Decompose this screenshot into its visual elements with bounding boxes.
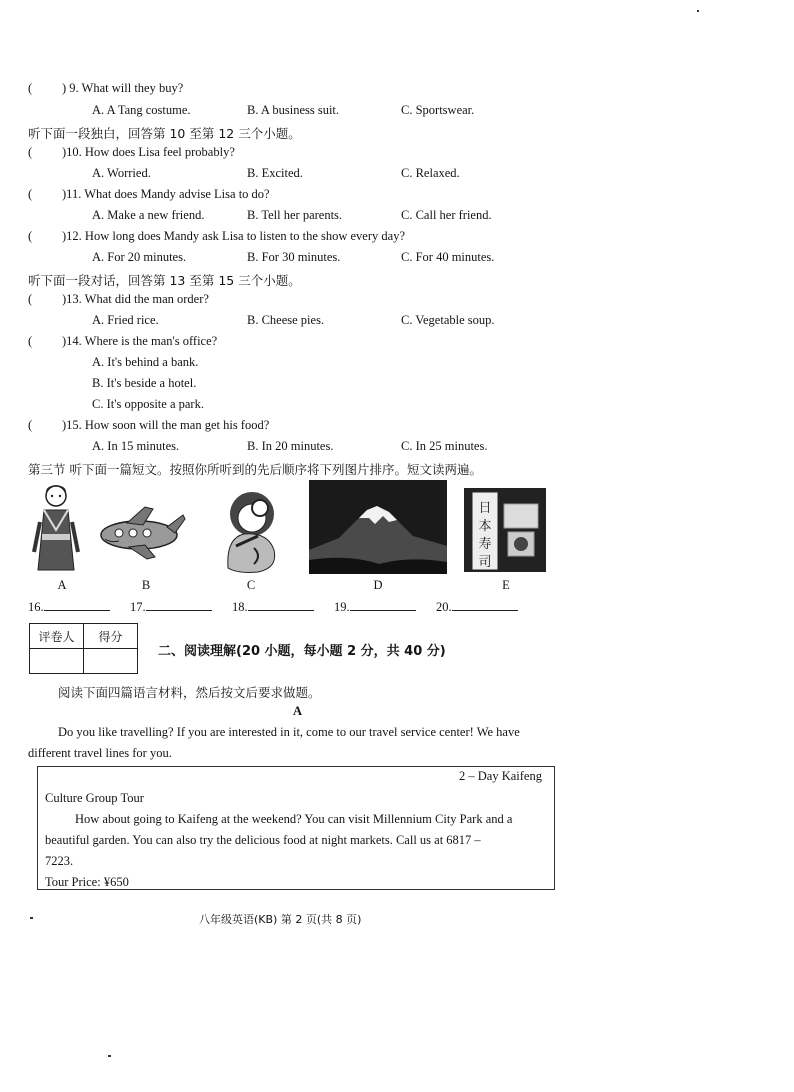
tour-duration-title: 2 – Day Kaifeng [459,769,542,783]
svg-text:司: 司 [478,555,492,570]
section-3-instruction: 第三节 听下面一篇短文。按照你所听到的先后顺序将下列图片排序。短文读两遍。 [28,462,482,477]
option-9b: B. A business suit. [247,103,340,117]
tour-text-line-3: 7223. [45,854,74,868]
paren-open: ( [28,229,33,243]
scan-speck [108,1055,111,1057]
tour-text-line-2: beautiful garden. You can also try the delicious food at night markets. Call us at 6817 – [45,833,481,847]
option-14c: C. It's opposite a park. [92,397,204,411]
scan-speck [30,917,33,919]
answer-20-blank[interactable] [452,598,518,611]
option-12b: B. For 30 minutes. [247,250,341,264]
option-11a: A. Make a new friend. [92,208,205,222]
answer-18-blank[interactable] [248,598,314,611]
option-10b: B. Excited. [247,166,303,180]
part-2-instruction: 阅读下面四篇语言材料，然后按文后要求做题。 [58,685,321,700]
picture-label-b: B [141,578,151,592]
airplane-picture [97,505,187,561]
option-11b: B. Tell her parents. [247,208,343,222]
answer-19-number: 19. [334,600,350,614]
question-12: )12. How long does Mandy ask Lisa to listen to the show every day? [62,229,405,243]
score-table [29,623,138,674]
svg-text:本: 本 [478,519,492,534]
japanese-sign-picture [462,486,548,574]
passage-a-intro-line-2: different travel lines for you. [28,746,172,760]
paren-open: ( [28,145,33,159]
answer-18-number: 18. [232,600,248,614]
answer-20-number: 20. [436,600,452,614]
paren-open: ( [28,81,33,95]
option-14b: B. It's beside a hotel. [92,376,197,390]
question-15: )15. How soon will the man get his food? [62,418,270,432]
passage-a-heading: A [293,704,303,718]
score-header: 得分 [84,624,138,649]
answer-18[interactable] [232,598,314,615]
paren-open: ( [28,292,33,306]
instruction-10-12: 听下面一段独白，回答第 10 至第 12 三个小题。 [28,126,301,141]
tour-text-line-1: How about going to Kaifeng at the weekend? You can visit Millennium City Park and a [75,812,513,826]
answer-16-blank[interactable] [44,598,110,611]
passage-a-intro-line-1: Do you like travelling? If you are interested in it, come to our travel service center! We have [58,725,520,739]
answer-17-number: 17. [130,600,146,614]
option-11c: C. Call her friend. [401,208,492,222]
mount-fuji-picture [309,480,447,574]
page-footer: 八年级英语(KB) 第 2 页(共 8 页) [199,913,362,926]
picture-label-d: D [373,578,383,592]
question-9: ) 9. What will they buy? [62,81,184,95]
question-14: )14. Where is the man's office? [62,334,218,348]
grader-header: 评卷人 [30,624,84,649]
kimono-woman-picture [30,482,82,574]
option-10a: A. Worried. [92,166,151,180]
question-10: )10. How does Lisa feel probably? [62,145,235,159]
grader-cell[interactable] [30,649,84,674]
svg-text:日: 日 [478,501,492,516]
scan-speck [697,10,699,12]
answer-17[interactable] [130,598,212,615]
picture-label-c: C [246,578,256,592]
option-13b: B. Cheese pies. [247,313,325,327]
option-15c: C. In 25 minutes. [401,439,488,453]
option-10c: C. Relaxed. [401,166,460,180]
picture-label-a: A [57,578,67,592]
picture-label-e: E [502,578,510,592]
option-15b: B. In 20 minutes. [247,439,334,453]
tour-heading: Culture Group Tour [45,791,144,805]
option-9a: A. A Tang costume. [92,103,191,117]
person-eating-picture [218,488,284,574]
answer-19-blank[interactable] [350,598,416,611]
option-14a: A. It's behind a bank. [92,355,199,369]
instruction-13-15: 听下面一段对话，回答第 13 至第 15 三个小题。 [28,273,301,288]
answer-17-blank[interactable] [146,598,212,611]
option-15a: A. In 15 minutes. [92,439,180,453]
option-13a: A. Fried rice. [92,313,159,327]
option-12a: A. For 20 minutes. [92,250,187,264]
part-2-title: 二、阅读理解(20 小题，每小题 2 分，共 40 分) [158,644,446,659]
tour-price: Tour Price: ¥650 [45,875,129,889]
option-12c: C. For 40 minutes. [401,250,495,264]
score-cell[interactable] [84,649,138,674]
option-13c: C. Vegetable soup. [401,313,495,327]
paren-open: ( [28,334,33,348]
paren-open: ( [28,418,33,432]
question-13: )13. What did the man order? [62,292,209,306]
option-9c: C. Sportswear. [401,103,475,117]
answer-16[interactable] [28,598,110,615]
answer-20[interactable] [436,598,518,615]
svg-text:寿: 寿 [478,537,492,552]
tour-box [37,766,555,890]
paren-open: ( [28,187,33,201]
answer-16-number: 16. [28,600,44,614]
question-11: )11. What does Mandy advise Lisa to do? [62,187,270,201]
answer-19[interactable] [334,598,416,615]
